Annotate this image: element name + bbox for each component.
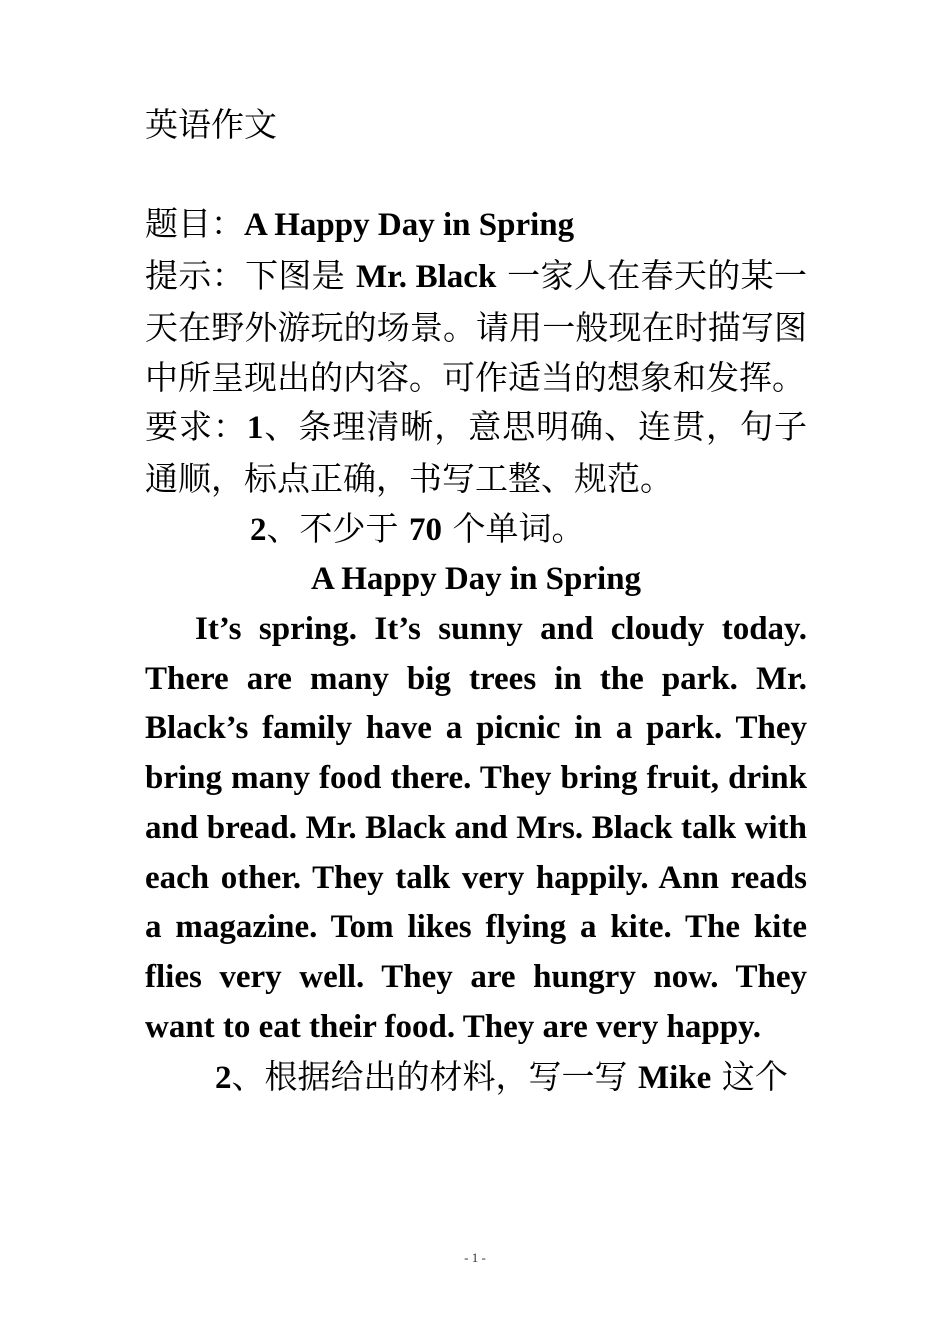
hint-pre: 下图是: [245, 256, 356, 296]
document-title: 英语作文: [145, 105, 277, 144]
requirements-paragraph: [145, 402, 807, 503]
requirement-2: [145, 504, 807, 556]
next-task-name: Mike: [638, 1060, 712, 1097]
topic-label: 题目：: [145, 204, 244, 244]
requirement-1-text: 、条理清晰，意思明确、连贯，句子通顺，标点正确，书写工整、规范。: [145, 407, 808, 498]
hint-paragraph: [145, 251, 807, 402]
blank-line: [145, 150, 807, 200]
next-task-pre: 、根据给出的材料，写一写: [231, 1057, 638, 1097]
next-task-number: 2: [215, 1060, 232, 1097]
requirement-2-pre: 、不少于: [266, 508, 409, 548]
hint-label: 提示：: [145, 256, 246, 296]
page-number: - 1 -: [464, 1250, 486, 1265]
topic-line: [145, 199, 807, 251]
next-task-line: [145, 1052, 807, 1104]
requirement-2-number: 2: [250, 511, 267, 548]
essay-title: A Happy Day in Spring: [310, 561, 642, 598]
document-page: [145, 100, 807, 1104]
hint-post: 一家人在春天的某一天在野外游玩的场景。请用一般现在时描写图中所呈现出的内容。可作适当的想象和发挥。: [145, 256, 808, 397]
requirement-2-count: 70: [409, 511, 442, 548]
essay-body: It’s spring. It’s sunny and cloudy today. There are many big trees in the park. Mr. Black’s family have a picnic in a park. They bring many food there. They bring fruit, drink and bread. Mr. Black and Mrs. Black talk with each other. They talk very happily. Ann reads a magazine. Tom likes flying a kite. The kite flies very well. They are hungry now. They want to eat their food. They are very happy.: [145, 611, 807, 1045]
requirements-label: 要求：: [145, 407, 247, 447]
hint-name: Mr. Black: [356, 259, 497, 296]
topic-title: A Happy Day in Spring: [244, 207, 575, 244]
next-task-post: 这个: [711, 1057, 788, 1097]
requirement-2-post: 个单词。: [442, 508, 585, 548]
requirement-1-number: 1: [246, 410, 264, 447]
